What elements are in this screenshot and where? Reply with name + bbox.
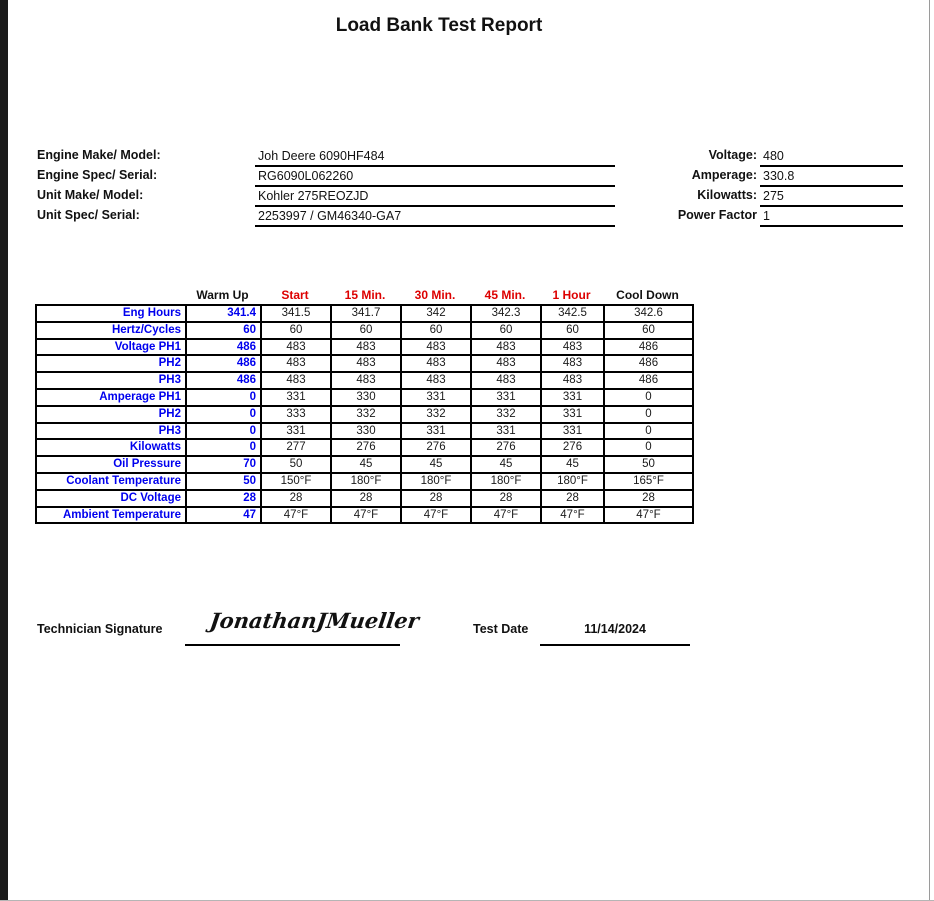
warm-up-value-cell: 0 [186,439,261,456]
reading-value-cell: 60 [541,322,604,339]
reading-value-cell: 0 [604,406,693,423]
reading-value-cell: 333 [261,406,331,423]
report-title: Load Bank Test Report [335,15,543,36]
unit-spec-serial-value: 2253997 / GM46340-GA7 [255,209,615,227]
warm-up-value-cell: 0 [186,389,261,406]
row-label-cell: Coolant Temperature [36,473,186,490]
amperage-label: Amperage: [691,168,757,182]
column-header-30-min-: 30 Min. [414,288,456,302]
reading-value-cell: 342 [401,305,471,322]
table-row [36,490,693,507]
reading-value-cell: 483 [541,339,604,356]
reading-value-cell: 330 [331,423,401,440]
reading-value-cell: 276 [541,439,604,456]
reading-value-cell: 331 [261,423,331,440]
column-header-start: Start [281,288,309,302]
engine-make-model-label: Engine Make/ Model: [37,148,161,162]
column-header-15-min-: 15 Min. [344,288,386,302]
test-date-label: Test Date [473,622,529,636]
table-row [36,355,693,372]
reading-value-cell: 483 [401,339,471,356]
reading-value-cell: 342.5 [541,305,604,322]
row-label-cell: PH2 [36,355,186,372]
amperage-value: 330.8 [760,169,903,187]
reading-value-cell: 341.5 [261,305,331,322]
reading-value-cell: 341.7 [331,305,401,322]
test-readings-table [35,304,694,524]
row-label-cell: Amperage PH1 [36,389,186,406]
power-factor-value: 1 [760,209,903,227]
row-label-cell: PH3 [36,423,186,440]
test-date-value: 11/14/2024 [584,622,646,636]
warm-up-value-cell: 0 [186,406,261,423]
reading-value-cell: 330 [331,389,401,406]
reading-value-cell: 28 [261,490,331,507]
reading-value-cell: 47°F [471,507,541,524]
reading-value-cell: 483 [541,355,604,372]
reading-value-cell: 332 [471,406,541,423]
engine-spec-serial-value: RG6090L062260 [255,169,615,187]
warm-up-value-cell: 50 [186,473,261,490]
engine-spec-serial-label: Engine Spec/ Serial: [37,168,158,182]
column-header-warm-up: Warm Up [196,288,249,302]
technician-signature-label: Technician Signature [37,622,163,636]
table-row [36,339,693,356]
technician-signature-line [185,644,400,646]
reading-value-cell: 483 [471,372,541,389]
reading-value-cell: 47°F [604,507,693,524]
unit-make-model-label: Unit Make/ Model: [37,188,144,202]
reading-value-cell: 45 [331,456,401,473]
reading-value-cell: 28 [401,490,471,507]
reading-value-cell: 332 [331,406,401,423]
reading-value-cell: 180°F [401,473,471,490]
reading-value-cell: 276 [471,439,541,456]
reading-value-cell: 332 [401,406,471,423]
reading-value-cell: 60 [471,322,541,339]
test-readings-table-body [36,305,693,523]
reading-value-cell: 45 [471,456,541,473]
column-header-45-min-: 45 Min. [484,288,526,302]
reading-value-cell: 331 [401,389,471,406]
table-row [36,372,693,389]
reading-value-cell: 0 [604,389,693,406]
warm-up-value-cell: 0 [186,423,261,440]
kilowatts-value: 275 [760,189,903,207]
reading-value-cell: 50 [261,456,331,473]
reading-value-cell: 483 [471,355,541,372]
reading-value-cell: 483 [401,372,471,389]
table-row [36,305,693,322]
reading-value-cell: 486 [604,355,693,372]
reading-value-cell: 331 [401,423,471,440]
reading-value-cell: 47°F [331,507,401,524]
reading-value-cell: 47°F [401,507,471,524]
reading-value-cell: 483 [331,339,401,356]
reading-value-cell: 483 [261,372,331,389]
reading-value-cell: 331 [541,423,604,440]
reading-value-cell: 0 [604,423,693,440]
reading-value-cell: 180°F [471,473,541,490]
column-header-rowlabel [35,288,185,303]
reading-value-cell: 165°F [604,473,693,490]
warm-up-value-cell: 486 [186,355,261,372]
engine-make-model-value: Joh Deere 6090HF484 [255,149,615,167]
reading-value-cell: 45 [541,456,604,473]
reading-value-cell: 483 [331,355,401,372]
row-label-cell: Hertz/Cycles [36,322,186,339]
reading-value-cell: 47°F [261,507,331,524]
row-label-cell: Eng Hours [36,305,186,322]
voltage-value: 480 [760,149,903,167]
reading-value-cell: 28 [604,490,693,507]
reading-value-cell: 60 [604,322,693,339]
reading-value-cell: 331 [471,423,541,440]
row-label-cell: Ambient Temperature [36,507,186,524]
column-header-1-hour: 1 Hour [552,288,591,302]
reading-value-cell: 483 [261,355,331,372]
technician-signature-script: JonathanJMueller [208,608,421,633]
row-label-cell: Kilowatts [36,439,186,456]
table-row [36,322,693,339]
power-factor-label: Power Factor [677,208,757,222]
reading-value-cell: 331 [541,389,604,406]
reading-value-cell: 486 [604,339,693,356]
warm-up-value-cell: 60 [186,322,261,339]
row-label-cell: Voltage PH1 [36,339,186,356]
column-header-cool-down: Cool Down [616,288,679,302]
table-row [36,406,693,423]
table-row [36,423,693,440]
table-row [36,456,693,473]
reading-value-cell: 45 [401,456,471,473]
reading-value-cell: 276 [331,439,401,456]
row-label-cell: PH3 [36,372,186,389]
reading-value-cell: 60 [401,322,471,339]
table-row [36,473,693,490]
reading-value-cell: 180°F [331,473,401,490]
reading-value-cell: 150°F [261,473,331,490]
test-date-line [540,644,690,646]
reading-value-cell: 28 [331,490,401,507]
page-left-edge-bar [0,0,8,900]
table-row [36,389,693,406]
page-right-edge-line [929,0,930,900]
reading-value-cell: 483 [541,372,604,389]
table-header-row [35,288,692,303]
unit-spec-serial-label: Unit Spec/ Serial: [37,208,140,222]
reading-value-cell: 483 [401,355,471,372]
reading-value-cell: 331 [541,406,604,423]
row-label-cell: PH2 [36,406,186,423]
reading-value-cell: 331 [261,389,331,406]
reading-value-cell: 0 [604,439,693,456]
reading-value-cell: 28 [541,490,604,507]
kilowatts-label: Kilowatts: [697,188,757,202]
table-row [36,439,693,456]
reading-value-cell: 342.3 [471,305,541,322]
reading-value-cell: 483 [331,372,401,389]
warm-up-value-cell: 341.4 [186,305,261,322]
reading-value-cell: 483 [471,339,541,356]
reading-value-cell: 60 [261,322,331,339]
reading-value-cell: 60 [331,322,401,339]
reading-value-cell: 47°F [541,507,604,524]
reading-value-cell: 50 [604,456,693,473]
reading-value-cell: 276 [401,439,471,456]
row-label-cell: Oil Pressure [36,456,186,473]
reading-value-cell: 277 [261,439,331,456]
reading-value-cell: 486 [604,372,693,389]
warm-up-value-cell: 70 [186,456,261,473]
warm-up-value-cell: 486 [186,339,261,356]
row-label-cell: DC Voltage [36,490,186,507]
warm-up-value-cell: 28 [186,490,261,507]
unit-make-model-value: Kohler 275REOZJD [255,189,615,207]
reading-value-cell: 483 [261,339,331,356]
warm-up-value-cell: 47 [186,507,261,524]
reading-value-cell: 180°F [541,473,604,490]
reading-value-cell: 331 [471,389,541,406]
reading-value-cell: 342.6 [604,305,693,322]
voltage-label: Voltage: [708,148,757,162]
reading-value-cell: 28 [471,490,541,507]
warm-up-value-cell: 486 [186,372,261,389]
table-row [36,507,693,524]
